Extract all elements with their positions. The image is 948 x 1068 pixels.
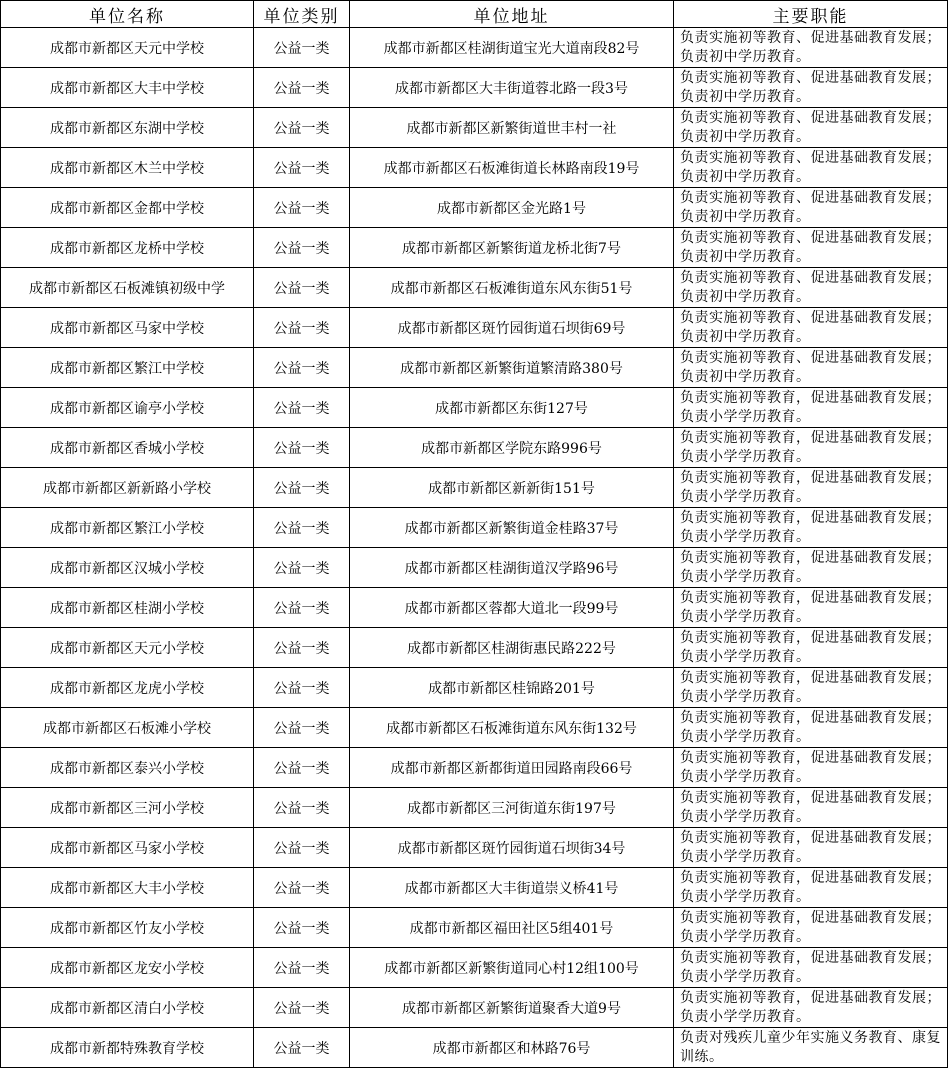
- cell-name: 成都市新都区大丰中学校: [1, 68, 254, 108]
- cell-duty: 负责实施初等教育、促进基础教育发展；负责初中学历教育。: [674, 148, 948, 188]
- cell-name: 成都市新都区马家小学校: [1, 828, 254, 868]
- table-row: [1, 228, 948, 268]
- cell-category: 公益一类: [254, 988, 350, 1028]
- table-row: [1, 828, 948, 868]
- cell-duty: 负责实施初等教育、促进基础教育发展；负责初中学历教育。: [674, 188, 948, 228]
- cell-category: 公益一类: [254, 868, 350, 908]
- cell-name: 成都市新都区谕亭小学校: [1, 388, 254, 428]
- table-row: [1, 308, 948, 348]
- cell-name: 成都市新都区龙桥中学校: [1, 228, 254, 268]
- cell-category: 公益一类: [254, 1028, 350, 1068]
- cell-name: 成都市新都区龙虎小学校: [1, 668, 254, 708]
- cell-name: 成都市新都区东湖中学校: [1, 108, 254, 148]
- table-row: [1, 548, 948, 588]
- cell-address: 成都市新都区桂锦路201号: [350, 668, 674, 708]
- cell-duty: 负责实施初等教育，促进基础教育发展；负责小学学历教育。: [674, 908, 948, 948]
- cell-duty: 负责实施初等教育，促进基础教育发展；负责小学学历教育。: [674, 508, 948, 548]
- cell-address: 成都市新都区桂湖街惠民路222号: [350, 628, 674, 668]
- cell-category: 公益一类: [254, 908, 350, 948]
- cell-address: 成都市新都区桂湖街道汉学路96号: [350, 548, 674, 588]
- cell-category: 公益一类: [254, 308, 350, 348]
- cell-category: 公益一类: [254, 148, 350, 188]
- cell-name: 成都市新都区金都中学校: [1, 188, 254, 228]
- table-row: [1, 68, 948, 108]
- cell-name: 成都市新都区马家中学校: [1, 308, 254, 348]
- cell-category: 公益一类: [254, 708, 350, 748]
- cell-name: 成都市新都区竹友小学校: [1, 908, 254, 948]
- cell-duty: 负责实施初等教育，促进基础教育发展；负责小学学历教育。: [674, 788, 948, 828]
- cell-address: 成都市新都区桂湖街道宝光大道南段82号: [350, 28, 674, 68]
- cell-duty: 负责实施初等教育，促进基础教育发展；负责小学学历教育。: [674, 668, 948, 708]
- cell-address: 成都市新都区东街127号: [350, 388, 674, 428]
- cell-name: 成都市新都区石板滩镇初级中学: [1, 268, 254, 308]
- table-body: [1, 28, 948, 1068]
- cell-address: 成都市新都区三河街道东街197号: [350, 788, 674, 828]
- cell-duty: 负责实施初等教育，促进基础教育发展；负责小学学历教育。: [674, 748, 948, 788]
- table-row: [1, 948, 948, 988]
- cell-category: 公益一类: [254, 468, 350, 508]
- cell-duty: 负责实施初等教育，促进基础教育发展；负责小学学历教育。: [674, 628, 948, 668]
- cell-category: 公益一类: [254, 588, 350, 628]
- cell-duty: 负责实施初等教育，促进基础教育发展；负责小学学历教育。: [674, 988, 948, 1028]
- cell-address: 成都市新都区石板滩街道东风东街51号: [350, 268, 674, 308]
- cell-duty: 负责实施初等教育，促进基础教育发展；负责小学学历教育。: [674, 948, 948, 988]
- cell-name: 成都市新都区天元小学校: [1, 628, 254, 668]
- table-row: [1, 428, 948, 468]
- table-row: [1, 268, 948, 308]
- table-row: [1, 868, 948, 908]
- table-row: [1, 388, 948, 428]
- table-row: [1, 468, 948, 508]
- cell-duty: 负责实施初等教育、促进基础教育发展；负责初中学历教育。: [674, 308, 948, 348]
- cell-duty: 负责实施初等教育，促进基础教育发展；负责小学学历教育。: [674, 868, 948, 908]
- cell-duty: 负责实施初等教育，促进基础教育发展；负责小学学历教育。: [674, 388, 948, 428]
- header-name: 单位名称: [1, 1, 254, 28]
- cell-name: 成都市新都区龙安小学校: [1, 948, 254, 988]
- cell-name: 成都市新都区清白小学校: [1, 988, 254, 1028]
- cell-address: 成都市新都区和林路76号: [350, 1028, 674, 1068]
- cell-category: 公益一类: [254, 388, 350, 428]
- cell-address: 成都市新都区石板滩街道东风东街132号: [350, 708, 674, 748]
- cell-category: 公益一类: [254, 548, 350, 588]
- cell-duty: 负责实施初等教育，促进基础教育发展；负责小学学历教育。: [674, 588, 948, 628]
- cell-duty: 负责实施初等教育，促进基础教育发展；负责小学学历教育。: [674, 828, 948, 868]
- cell-name: 成都市新都区天元中学校: [1, 28, 254, 68]
- cell-address: 成都市新都区新都街道田园路南段66号: [350, 748, 674, 788]
- cell-address: 成都市新都区斑竹园街道石坝街69号: [350, 308, 674, 348]
- cell-category: 公益一类: [254, 668, 350, 708]
- table-row: [1, 908, 948, 948]
- table-row: [1, 28, 948, 68]
- cell-name: 成都市新都区石板滩小学校: [1, 708, 254, 748]
- header-row: [1, 1, 948, 28]
- cell-category: 公益一类: [254, 108, 350, 148]
- cell-category: 公益一类: [254, 348, 350, 388]
- cell-name: 成都市新都区繁江中学校: [1, 348, 254, 388]
- header-duty: 主要职能: [674, 1, 948, 28]
- cell-category: 公益一类: [254, 268, 350, 308]
- table-row: [1, 708, 948, 748]
- cell-category: 公益一类: [254, 228, 350, 268]
- cell-duty: 负责实施初等教育、促进基础教育发展；负责初中学历教育。: [674, 108, 948, 148]
- cell-address: 成都市新都区学院东路996号: [350, 428, 674, 468]
- cell-duty: 负责实施初等教育、促进基础教育发展；负责初中学历教育。: [674, 28, 948, 68]
- cell-address: 成都市新都区福田社区5组401号: [350, 908, 674, 948]
- header-category: 单位类别: [254, 1, 350, 28]
- cell-name: 成都市新都区三河小学校: [1, 788, 254, 828]
- cell-name: 成都市新都区汉城小学校: [1, 548, 254, 588]
- cell-name: 成都市新都区香城小学校: [1, 428, 254, 468]
- cell-duty: 负责实施初等教育，促进基础教育发展；负责小学学历教育。: [674, 428, 948, 468]
- table-row: [1, 628, 948, 668]
- cell-name: 成都市新都区大丰小学校: [1, 868, 254, 908]
- cell-address: 成都市新都区金光路1号: [350, 188, 674, 228]
- cell-duty: 负责对残疾儿童少年实施义务教育、康复训练。: [674, 1028, 948, 1068]
- cell-name: 成都市新都区繁江小学校: [1, 508, 254, 548]
- cell-address: 成都市新都区大丰街道崇义桥41号: [350, 868, 674, 908]
- cell-category: 公益一类: [254, 68, 350, 108]
- cell-duty: 负责实施初等教育、促进基础教育发展；负责初中学历教育。: [674, 68, 948, 108]
- cell-name: 成都市新都区木兰中学校: [1, 148, 254, 188]
- cell-duty: 负责实施初等教育，促进基础教育发展；负责小学学历教育。: [674, 708, 948, 748]
- cell-address: 成都市新都区斑竹园街道石坝街34号: [350, 828, 674, 868]
- cell-category: 公益一类: [254, 188, 350, 228]
- cell-address: 成都市新都区新新街151号: [350, 468, 674, 508]
- cell-address: 成都市新都区大丰街道蓉北路一段3号: [350, 68, 674, 108]
- cell-address: 成都市新都区蓉都大道北一段99号: [350, 588, 674, 628]
- cell-address: 成都市新都区新繁街道金桂路37号: [350, 508, 674, 548]
- cell-category: 公益一类: [254, 828, 350, 868]
- table-row: [1, 788, 948, 828]
- cell-category: 公益一类: [254, 628, 350, 668]
- cell-duty: 负责实施初等教育，促进基础教育发展；负责小学学历教育。: [674, 468, 948, 508]
- cell-category: 公益一类: [254, 428, 350, 468]
- cell-name: 成都市新都区新新路小学校: [1, 468, 254, 508]
- table-row: [1, 108, 948, 148]
- table-row: [1, 588, 948, 628]
- cell-duty: 负责实施初等教育、促进基础教育发展；负责初中学历教育。: [674, 348, 948, 388]
- table-row: [1, 748, 948, 788]
- cell-name: 成都市新都区桂湖小学校: [1, 588, 254, 628]
- cell-duty: 负责实施初等教育，促进基础教育发展；负责小学学历教育。: [674, 548, 948, 588]
- table-row: [1, 668, 948, 708]
- cell-category: 公益一类: [254, 508, 350, 548]
- cell-address: 成都市新都区新繁街道世丰村一社: [350, 108, 674, 148]
- cell-category: 公益一类: [254, 28, 350, 68]
- cell-address: 成都市新都区新繁街道龙桥北街7号: [350, 228, 674, 268]
- cell-address: 成都市新都区新繁街道繁清路380号: [350, 348, 674, 388]
- table-row: [1, 348, 948, 388]
- cell-address: 成都市新都区石板滩街道长林路南段19号: [350, 148, 674, 188]
- cell-category: 公益一类: [254, 748, 350, 788]
- table-row: [1, 508, 948, 548]
- cell-category: 公益一类: [254, 948, 350, 988]
- header-address: 单位地址: [350, 1, 674, 28]
- cell-category: 公益一类: [254, 788, 350, 828]
- cell-address: 成都市新都区新繁街道同心村12组100号: [350, 948, 674, 988]
- table-row: [1, 988, 948, 1028]
- table-row: [1, 188, 948, 228]
- cell-address: 成都市新都区新繁街道聚香大道9号: [350, 988, 674, 1028]
- table-row: [1, 1028, 948, 1068]
- cell-duty: 负责实施初等教育、促进基础教育发展；负责初中学历教育。: [674, 268, 948, 308]
- cell-duty: 负责实施初等教育、促进基础教育发展；负责初中学历教育。: [674, 228, 948, 268]
- cell-name: 成都市新都特殊教育学校: [1, 1028, 254, 1068]
- table-row: [1, 148, 948, 188]
- cell-name: 成都市新都区泰兴小学校: [1, 748, 254, 788]
